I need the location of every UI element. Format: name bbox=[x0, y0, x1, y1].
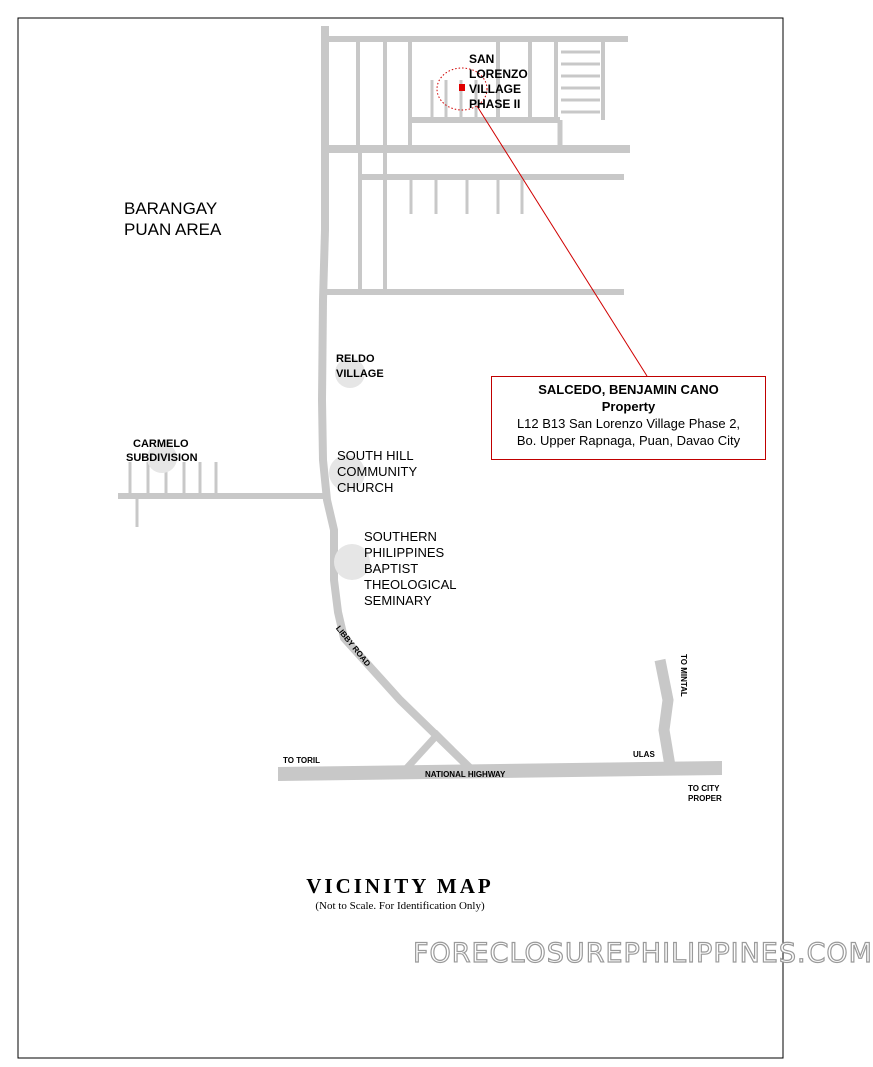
label-line: PROPER bbox=[688, 794, 722, 803]
label-line: SOUTHERN bbox=[364, 529, 437, 544]
label-to-toril: TO TORIL bbox=[283, 756, 321, 765]
label-line: SEMINARY bbox=[364, 593, 432, 608]
property-marker bbox=[459, 84, 465, 91]
label-line: VILLAGE bbox=[336, 368, 384, 380]
property-owner: SALCEDO, BENJAMIN CANO bbox=[538, 382, 719, 397]
label-line: CHURCH bbox=[337, 480, 394, 495]
label-line: BARANGAY bbox=[124, 199, 218, 218]
label-line: BAPTIST bbox=[364, 561, 419, 576]
mintal-road bbox=[660, 660, 670, 766]
map-title: VICINITY MAP bbox=[306, 874, 494, 898]
label-line: CARMELO bbox=[133, 438, 189, 450]
label-line: VILLAGE bbox=[469, 82, 522, 96]
label-carmelo-subdivision bbox=[126, 437, 198, 465]
label-line: RELDO bbox=[336, 353, 375, 365]
watermark: FORECLOSUREPHILIPPINES.COM bbox=[413, 938, 873, 969]
label-barangay-puan bbox=[124, 198, 221, 240]
label-line: SAN bbox=[469, 52, 495, 66]
label-line: PUAN AREA bbox=[124, 220, 222, 239]
label-ulas: ULAS bbox=[633, 750, 655, 759]
label-to-city-proper bbox=[688, 784, 722, 804]
label-line: COMMUNITY bbox=[337, 464, 418, 479]
label-line: SOUTH HILL bbox=[337, 448, 414, 463]
property-address-line2: Bo. Upper Rapnaga, Puan, Davao City bbox=[516, 433, 741, 448]
label-line: SUBDIVISION bbox=[126, 452, 198, 464]
label-san-lorenzo bbox=[469, 52, 528, 112]
label-to-mintal: TO MINTAL bbox=[679, 654, 688, 697]
label-line: PHILIPPINES bbox=[364, 545, 445, 560]
label-reldo-village bbox=[336, 352, 384, 382]
label-seminary bbox=[364, 529, 456, 609]
property-callout bbox=[491, 376, 766, 460]
map-subtitle: (Not to Scale. For Identification Only) bbox=[315, 900, 485, 912]
property-address-line1: L12 B13 San Lorenzo Village Phase 2, bbox=[516, 416, 741, 431]
label-line: TO CITY bbox=[688, 784, 720, 793]
label-libby-road: LIBBY ROAD bbox=[334, 624, 373, 669]
libby-road bbox=[322, 26, 474, 772]
label-south-hill-church bbox=[337, 448, 417, 496]
property-type: Property bbox=[601, 399, 656, 414]
label-line: LORENZO bbox=[469, 67, 528, 81]
label-line: THEOLOGICAL bbox=[364, 577, 457, 592]
label-line: PHASE II bbox=[469, 97, 521, 111]
label-national-highway: NATIONAL HIGHWAY bbox=[425, 770, 506, 779]
